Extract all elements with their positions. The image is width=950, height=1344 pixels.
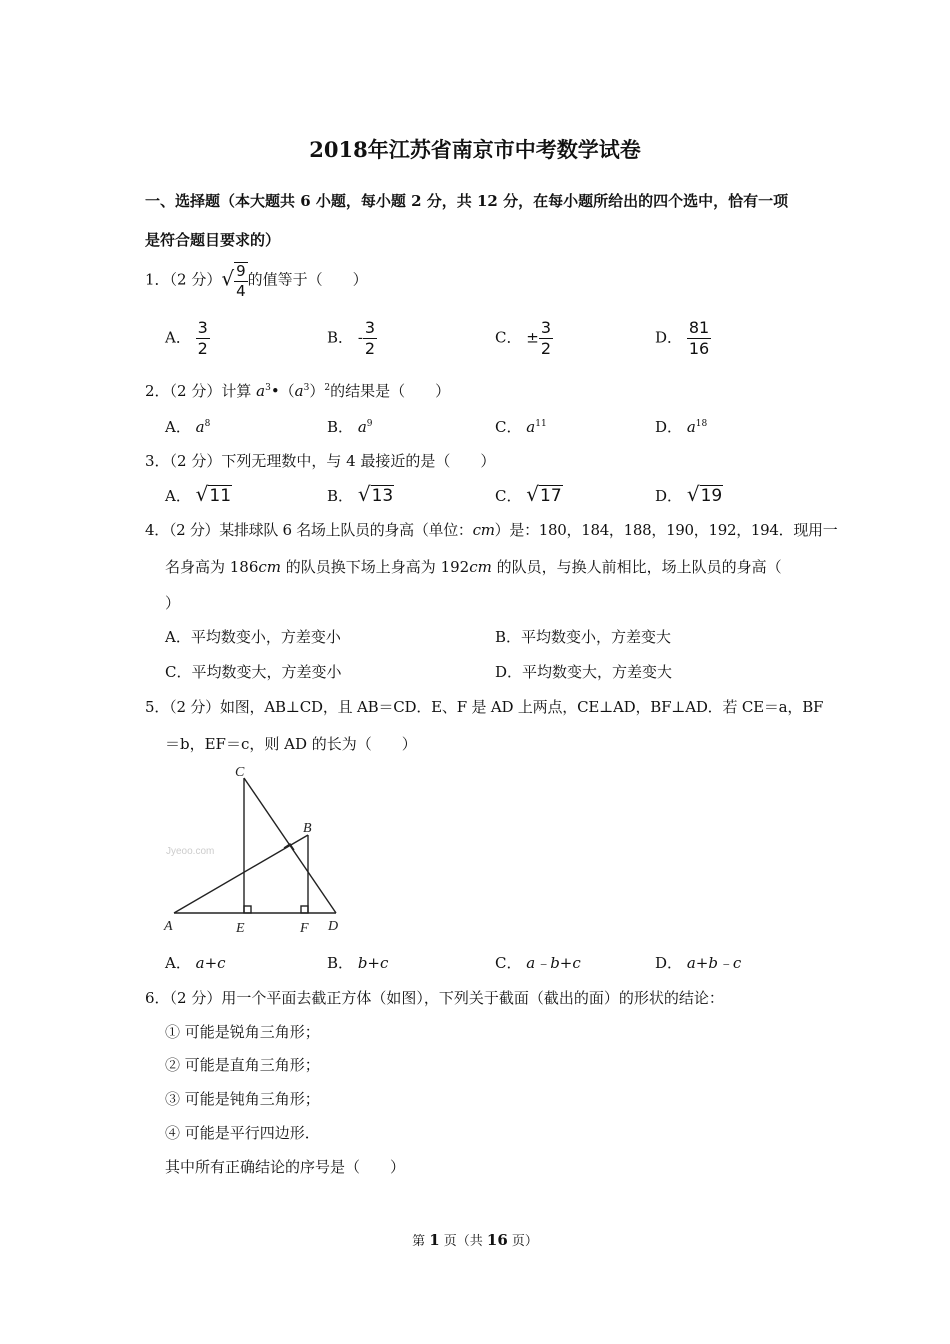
q2-option-c[interactable]: C． $a^{11}$	[495, 418, 547, 436]
q5-option-c[interactable]: C． a﹣b+c	[495, 954, 581, 972]
q1-option-c[interactable]: C． ± $\frac{3}{2}$	[495, 318, 552, 358]
q1-option-b[interactable]: B． - $\frac{3}{2}$	[327, 318, 376, 358]
question-3: 3．（2 分）下列无理数中，与 4 最接近的是（ ）	[145, 452, 496, 470]
question-5-line2: ＝b，EF＝c，则 AD 的长为（ ）	[165, 735, 417, 753]
right-angle-f	[301, 906, 308, 913]
q1-prefix: 1．（2 分）	[145, 270, 222, 289]
question-6-line1: 6．（2 分）用一个平面去截正方体（如图），下列关于截面（截出的面）的形状的结论：	[145, 989, 724, 1007]
page-footer: 第 1 页（共 16 页）	[412, 1231, 538, 1249]
q2-option-d[interactable]: D． $a^{18}$	[655, 418, 708, 436]
q1-option-a[interactable]: A． $\frac{3}{2}$	[165, 318, 208, 358]
watermark: Jyeoo.com	[166, 846, 215, 857]
q5-option-a[interactable]: A． a+c	[165, 954, 226, 972]
q6-ask: 其中所有正确结论的序号是（ ）	[165, 1158, 406, 1176]
q3-option-b[interactable]: B． √13	[327, 482, 394, 506]
q2-option-b[interactable]: B． $a^9$	[327, 418, 373, 436]
label-b: B	[303, 821, 312, 836]
section-heading-line2: 是符合题目要求的）	[145, 231, 281, 249]
label-d: D	[328, 919, 339, 934]
q5-option-d[interactable]: D． a+b﹣c	[655, 954, 742, 972]
q5-option-b[interactable]: B． b+c	[327, 954, 389, 972]
label-f: F	[300, 921, 309, 936]
q5-figure	[160, 760, 350, 940]
right-angle-e	[244, 906, 251, 913]
question-4-line3: ）	[165, 594, 181, 612]
question-1	[145, 262, 368, 299]
q1-suffix: 的值等于（ ）	[247, 270, 368, 289]
question-4-line2: 名身高为 186cm 的队员换下场上身高为 192cm 的队员，与换人前相比，场上队员的身高（	[165, 558, 782, 576]
q3-option-c[interactable]: C． √17	[495, 482, 562, 506]
q4-option-a[interactable]: A．平均数变小，方差变小	[165, 628, 341, 646]
q6-statement-3: ③ 可能是钝角三角形；	[165, 1090, 320, 1108]
q3-option-d[interactable]: D． √19	[655, 482, 723, 506]
question-4-line1: 4．（2 分）某排球队 6 名场上队员的身高（单位：cm）是：180，184，188，190，192，194．现用一	[145, 521, 838, 539]
question-5-line1: 5．（2 分）如图，AB⊥CD，且 AB＝CD．E、F 是 AD 上两点，CE⊥AD，BF⊥AD．若 CE＝a，BF	[145, 698, 824, 716]
q4-option-b[interactable]: B．平均数变小，方差变大	[495, 628, 672, 646]
q1-sqrt: √ $\frac{9}{4}$	[221, 262, 246, 300]
page-title: 2018年江苏省南京市中考数学试卷	[309, 137, 641, 162]
q2-option-a[interactable]: A． $a^8$	[165, 418, 211, 436]
q4-option-c[interactable]: C．平均数变大，方差变小	[165, 663, 342, 681]
label-a: A	[164, 919, 173, 934]
question-2: 2．（2 分）计算 $a^3•(a^3)^2$的结果是（ ）	[145, 382, 451, 400]
q6-statement-2: ② 可能是直角三角形；	[165, 1056, 320, 1074]
q3-option-a[interactable]: A． √11	[165, 482, 232, 506]
q6-statement-1: ① 可能是锐角三角形；	[165, 1023, 320, 1041]
q4-option-d[interactable]: D．平均数变大，方差变大	[495, 663, 673, 681]
label-c: C	[235, 765, 245, 780]
label-e: E	[236, 921, 245, 936]
q6-statement-4: ④ 可能是平行四边形．	[165, 1124, 320, 1142]
q1-option-d[interactable]: D． $\frac{81}{16}$	[655, 318, 710, 358]
section-heading-line1: 一、选择题（本大题共 6 小题，每小题 2 分，共 12 分，在每小题所给出的四个选中，恰有一项	[145, 192, 789, 210]
